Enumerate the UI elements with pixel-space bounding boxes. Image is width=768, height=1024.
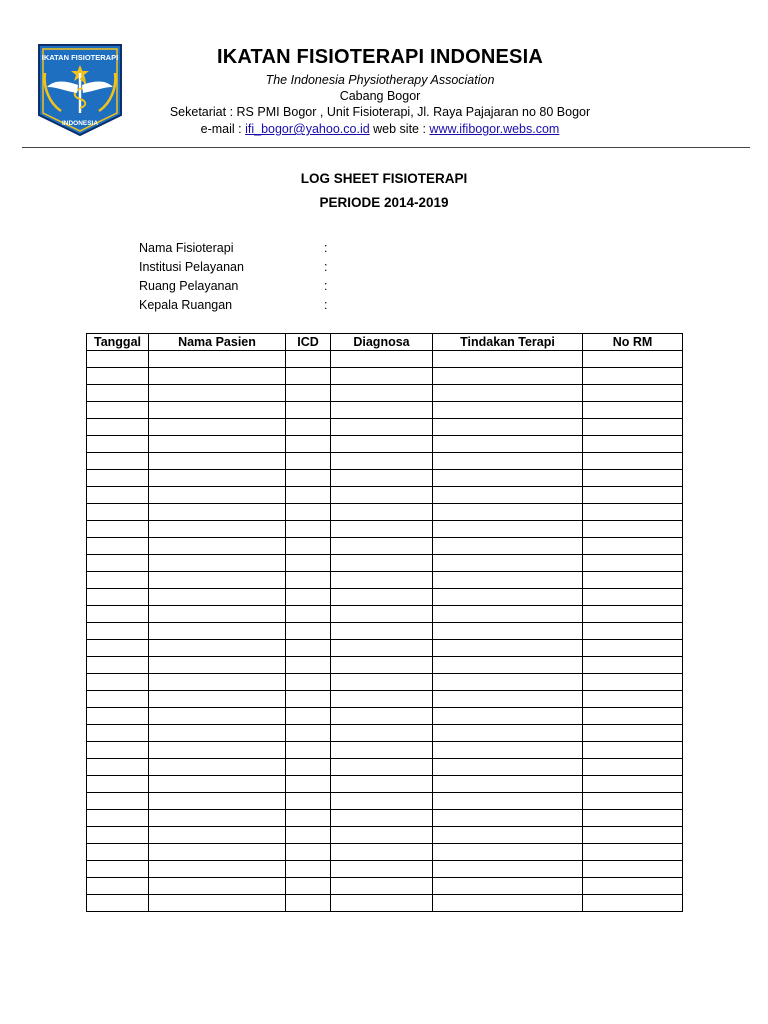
table-cell[interactable]: [286, 640, 331, 657]
table-cell[interactable]: [286, 368, 331, 385]
table-cell[interactable]: [87, 878, 149, 895]
info-label: Ruang Pelayanan: [139, 279, 239, 293]
table-cell[interactable]: [433, 589, 583, 606]
table-cell[interactable]: [583, 810, 683, 827]
table-cell[interactable]: [149, 759, 286, 776]
letterhead: [140, 44, 620, 138]
table-cell[interactable]: [87, 555, 149, 572]
log-table: [86, 333, 683, 912]
table-cell[interactable]: [583, 674, 683, 691]
table-cell[interactable]: [87, 453, 149, 470]
table-cell[interactable]: [331, 895, 433, 912]
table-cell[interactable]: [331, 674, 433, 691]
table-cell[interactable]: [583, 470, 683, 487]
document-period: PERIODE 2014-2019: [319, 195, 449, 210]
table-cell[interactable]: [286, 538, 331, 555]
table-cell[interactable]: [149, 844, 286, 861]
column-header-tindakan-terapi: Tindakan Terapi: [433, 334, 583, 351]
organization-address: Seketariat : RS PMI Bogor , Unit Fisioterapi, Jl. Raya Pajajaran no 80 Bogor: [169, 105, 591, 119]
table-cell[interactable]: [433, 725, 583, 742]
table-cell[interactable]: [87, 776, 149, 793]
table-cell[interactable]: [433, 436, 583, 453]
header-divider: [22, 147, 750, 148]
table-cell[interactable]: [331, 827, 433, 844]
table-row: [87, 606, 683, 623]
table-cell[interactable]: [433, 555, 583, 572]
table-cell[interactable]: [286, 793, 331, 810]
table-cell[interactable]: [286, 742, 331, 759]
table-cell[interactable]: [583, 589, 683, 606]
table-cell[interactable]: [331, 691, 433, 708]
table-cell[interactable]: [87, 351, 149, 368]
table-row: [87, 725, 683, 742]
table-cell[interactable]: [433, 827, 583, 844]
table-row: [87, 419, 683, 436]
table-row: [87, 470, 683, 487]
table-cell[interactable]: [433, 521, 583, 538]
table-cell[interactable]: [286, 453, 331, 470]
table-cell[interactable]: [149, 793, 286, 810]
table-cell[interactable]: [583, 640, 683, 657]
contact-line: [140, 121, 620, 138]
info-label: Institusi Pelayanan: [139, 260, 244, 274]
table-row: [87, 691, 683, 708]
table-cell[interactable]: [87, 589, 149, 606]
table-cell[interactable]: [433, 810, 583, 827]
table-cell[interactable]: [87, 504, 149, 521]
table-cell[interactable]: [149, 878, 286, 895]
info-label: Nama Fisioterapi: [139, 241, 234, 255]
table-row: [87, 657, 683, 674]
logo-top-text: IKATAN FISIOTERAPI: [41, 53, 119, 62]
table-row: [87, 810, 683, 827]
table-cell[interactable]: [149, 453, 286, 470]
table-cell[interactable]: [149, 572, 286, 589]
table-cell[interactable]: [331, 351, 433, 368]
table-cell[interactable]: [286, 419, 331, 436]
table-cell[interactable]: [149, 555, 286, 572]
table-cell[interactable]: [286, 827, 331, 844]
table-cell[interactable]: [583, 895, 683, 912]
table-cell[interactable]: [331, 419, 433, 436]
table-cell[interactable]: [87, 538, 149, 555]
table-row: [87, 861, 683, 878]
table-cell[interactable]: [149, 385, 286, 402]
table-cell[interactable]: [286, 725, 331, 742]
table-cell[interactable]: [433, 538, 583, 555]
table-cell[interactable]: [583, 793, 683, 810]
table-cell[interactable]: [331, 708, 433, 725]
table-cell[interactable]: [87, 436, 149, 453]
table-cell[interactable]: [331, 759, 433, 776]
log-table-body: [87, 351, 683, 912]
table-cell[interactable]: [331, 793, 433, 810]
table-cell[interactable]: [331, 504, 433, 521]
table-cell[interactable]: [87, 810, 149, 827]
table-cell[interactable]: [286, 674, 331, 691]
table-row: [87, 453, 683, 470]
table-cell[interactable]: [583, 521, 683, 538]
table-row: [87, 759, 683, 776]
table-cell[interactable]: [87, 368, 149, 385]
table-cell[interactable]: [149, 419, 286, 436]
document-title: LOG SHEET FISIOTERAPI: [300, 171, 468, 186]
table-cell[interactable]: [583, 844, 683, 861]
table-cell[interactable]: [87, 861, 149, 878]
table-cell[interactable]: [583, 776, 683, 793]
table-row: [87, 827, 683, 844]
info-field-institusi-pelayanan: [139, 258, 439, 277]
table-cell[interactable]: [433, 623, 583, 640]
table-row: [87, 368, 683, 385]
table-cell[interactable]: [149, 402, 286, 419]
table-cell[interactable]: [87, 572, 149, 589]
website-link[interactable]: www.ifibogor.webs.com: [429, 122, 560, 136]
table-row: [87, 623, 683, 640]
table-cell[interactable]: [331, 453, 433, 470]
table-cell[interactable]: [433, 606, 583, 623]
table-cell[interactable]: [583, 538, 683, 555]
organization-branch: Cabang Bogor: [339, 89, 421, 103]
table-row: [87, 844, 683, 861]
table-cell[interactable]: [433, 640, 583, 657]
table-cell[interactable]: [331, 555, 433, 572]
table-cell[interactable]: [331, 810, 433, 827]
column-header-tanggal: Tanggal: [87, 334, 149, 351]
table-cell[interactable]: [149, 674, 286, 691]
table-cell[interactable]: [87, 470, 149, 487]
table-cell[interactable]: [286, 555, 331, 572]
table-cell[interactable]: [149, 640, 286, 657]
table-row: [87, 555, 683, 572]
table-cell[interactable]: [583, 725, 683, 742]
website-label: web site :: [369, 122, 430, 136]
table-cell[interactable]: [331, 436, 433, 453]
info-field-kepala-ruangan: [139, 296, 439, 315]
table-cell[interactable]: [286, 657, 331, 674]
organization-subtitle: The Indonesia Physiotherapy Association: [265, 73, 495, 87]
table-row: [87, 776, 683, 793]
table-cell[interactable]: [433, 572, 583, 589]
table-cell[interactable]: [87, 742, 149, 759]
email-label: e-mail :: [200, 122, 246, 136]
table-cell[interactable]: [149, 589, 286, 606]
table-cell[interactable]: [583, 623, 683, 640]
table-cell[interactable]: [286, 861, 331, 878]
ifi-logo: [37, 43, 123, 137]
table-cell[interactable]: [149, 691, 286, 708]
table-cell[interactable]: [433, 742, 583, 759]
table-cell[interactable]: [583, 759, 683, 776]
table-row: [87, 674, 683, 691]
table-row: [87, 895, 683, 912]
info-colon: :: [324, 298, 328, 312]
info-colon: :: [324, 279, 328, 293]
table-cell[interactable]: [583, 436, 683, 453]
table-cell[interactable]: [87, 708, 149, 725]
table-cell[interactable]: [433, 504, 583, 521]
table-cell[interactable]: [583, 708, 683, 725]
table-row: [87, 708, 683, 725]
table-cell[interactable]: [149, 657, 286, 674]
table-cell[interactable]: [149, 368, 286, 385]
table-cell[interactable]: [433, 878, 583, 895]
table-cell[interactable]: [87, 827, 149, 844]
table-cell[interactable]: [583, 555, 683, 572]
table-cell[interactable]: [87, 895, 149, 912]
table-cell[interactable]: [87, 606, 149, 623]
table-cell[interactable]: [331, 385, 433, 402]
column-header-nama-pasien: Nama Pasien: [149, 334, 286, 351]
table-cell[interactable]: [331, 725, 433, 742]
table-cell[interactable]: [331, 776, 433, 793]
table-cell[interactable]: [149, 742, 286, 759]
table-row: [87, 385, 683, 402]
table-cell[interactable]: [87, 623, 149, 640]
table-cell[interactable]: [286, 878, 331, 895]
table-cell[interactable]: [583, 368, 683, 385]
table-cell[interactable]: [433, 793, 583, 810]
table-cell[interactable]: [87, 725, 149, 742]
table-cell[interactable]: [583, 691, 683, 708]
table-cell[interactable]: [149, 810, 286, 827]
ifi-emblem-icon: [37, 43, 123, 137]
table-cell[interactable]: [433, 453, 583, 470]
table-cell[interactable]: [87, 640, 149, 657]
table-cell[interactable]: [433, 351, 583, 368]
table-cell[interactable]: [433, 691, 583, 708]
table-cell[interactable]: [286, 776, 331, 793]
table-row: [87, 793, 683, 810]
table-cell[interactable]: [331, 538, 433, 555]
table-row: [87, 589, 683, 606]
table-cell[interactable]: [149, 708, 286, 725]
table-cell[interactable]: [149, 606, 286, 623]
info-label: Kepala Ruangan: [139, 298, 233, 312]
table-cell[interactable]: [331, 742, 433, 759]
table-cell[interactable]: [433, 385, 583, 402]
table-cell[interactable]: [583, 351, 683, 368]
table-cell[interactable]: [583, 453, 683, 470]
info-field-nama-fisioterapi: [139, 239, 439, 258]
column-header-icd: ICD: [286, 334, 331, 351]
table-cell[interactable]: [87, 419, 149, 436]
table-cell[interactable]: [583, 657, 683, 674]
table-cell[interactable]: [433, 776, 583, 793]
table-cell[interactable]: [583, 827, 683, 844]
table-cell[interactable]: [286, 606, 331, 623]
table-cell[interactable]: [87, 402, 149, 419]
table-row: [87, 538, 683, 555]
table-cell[interactable]: [87, 674, 149, 691]
table-cell[interactable]: [331, 487, 433, 504]
table-row: [87, 487, 683, 504]
table-cell[interactable]: [286, 487, 331, 504]
table-cell[interactable]: [331, 368, 433, 385]
table-cell[interactable]: [286, 691, 331, 708]
table-cell[interactable]: [286, 708, 331, 725]
table-cell[interactable]: [87, 385, 149, 402]
table-cell[interactable]: [583, 572, 683, 589]
table-cell[interactable]: [149, 436, 286, 453]
table-cell[interactable]: [149, 623, 286, 640]
table-cell[interactable]: [286, 810, 331, 827]
table-cell[interactable]: [331, 640, 433, 657]
table-cell[interactable]: [87, 844, 149, 861]
table-cell[interactable]: [433, 861, 583, 878]
table-cell[interactable]: [149, 521, 286, 538]
table-cell[interactable]: [286, 623, 331, 640]
table-cell[interactable]: [433, 895, 583, 912]
logo-bottom-text: INDONESIA: [61, 120, 99, 127]
table-row: [87, 878, 683, 895]
info-field-ruang-pelayanan: [139, 277, 439, 296]
table-cell[interactable]: [331, 572, 433, 589]
info-colon: :: [324, 241, 328, 255]
table-cell[interactable]: [433, 708, 583, 725]
table-cell[interactable]: [583, 606, 683, 623]
email-link[interactable]: ifi_bogor@yahoo.co.id: [245, 122, 370, 136]
table-cell[interactable]: [331, 861, 433, 878]
table-cell[interactable]: [149, 504, 286, 521]
table-cell[interactable]: [583, 742, 683, 759]
table-cell[interactable]: [87, 657, 149, 674]
table-cell[interactable]: [286, 521, 331, 538]
table-row: [87, 521, 683, 538]
column-header-diagnosa: Diagnosa: [331, 334, 433, 351]
table-cell[interactable]: [87, 691, 149, 708]
table-cell[interactable]: [286, 572, 331, 589]
table-cell[interactable]: [149, 470, 286, 487]
table-cell[interactable]: [286, 402, 331, 419]
table-row: [87, 742, 683, 759]
table-cell[interactable]: [331, 606, 433, 623]
table-cell[interactable]: [149, 861, 286, 878]
table-row: [87, 351, 683, 368]
table-cell[interactable]: [433, 402, 583, 419]
table-cell[interactable]: [583, 504, 683, 521]
table-cell[interactable]: [286, 504, 331, 521]
table-cell[interactable]: [286, 470, 331, 487]
table-cell[interactable]: [286, 895, 331, 912]
table-header-row: [87, 334, 683, 351]
table-row: [87, 572, 683, 589]
table-cell[interactable]: [331, 657, 433, 674]
table-cell[interactable]: [331, 878, 433, 895]
table-cell[interactable]: [583, 878, 683, 895]
table-cell[interactable]: [433, 674, 583, 691]
table-cell[interactable]: [433, 844, 583, 861]
organization-name: IKATAN FISIOTERAPI INDONESIA: [217, 46, 543, 68]
table-cell[interactable]: [331, 521, 433, 538]
table-cell[interactable]: [331, 844, 433, 861]
table-row: [87, 504, 683, 521]
table-cell[interactable]: [286, 589, 331, 606]
column-header-no-rm: No RM: [583, 334, 683, 351]
table-cell[interactable]: [433, 368, 583, 385]
table-cell[interactable]: [331, 623, 433, 640]
info-fields: [139, 239, 439, 315]
table-cell[interactable]: [433, 657, 583, 674]
table-cell[interactable]: [149, 895, 286, 912]
table-cell[interactable]: [286, 385, 331, 402]
table-cell[interactable]: [87, 793, 149, 810]
table-cell[interactable]: [331, 402, 433, 419]
info-colon: :: [324, 260, 328, 274]
table-cell[interactable]: [149, 538, 286, 555]
table-cell[interactable]: [583, 402, 683, 419]
table-cell[interactable]: [286, 436, 331, 453]
table-cell[interactable]: [331, 589, 433, 606]
table-cell[interactable]: [149, 351, 286, 368]
table-row: [87, 640, 683, 657]
table-cell[interactable]: [149, 487, 286, 504]
table-cell[interactable]: [149, 827, 286, 844]
table-cell[interactable]: [583, 419, 683, 436]
table-cell[interactable]: [433, 759, 583, 776]
table-cell[interactable]: [286, 844, 331, 861]
table-cell[interactable]: [87, 487, 149, 504]
table-cell[interactable]: [433, 419, 583, 436]
table-row: [87, 436, 683, 453]
table-cell[interactable]: [433, 487, 583, 504]
table-row: [87, 402, 683, 419]
table-cell[interactable]: [149, 725, 286, 742]
table-cell[interactable]: [583, 487, 683, 504]
table-cell[interactable]: [149, 776, 286, 793]
table-cell[interactable]: [87, 521, 149, 538]
table-cell[interactable]: [583, 861, 683, 878]
table-cell[interactable]: [286, 351, 331, 368]
table-cell[interactable]: [331, 470, 433, 487]
table-cell[interactable]: [87, 759, 149, 776]
table-cell[interactable]: [286, 759, 331, 776]
table-cell[interactable]: [433, 470, 583, 487]
table-cell[interactable]: [583, 385, 683, 402]
